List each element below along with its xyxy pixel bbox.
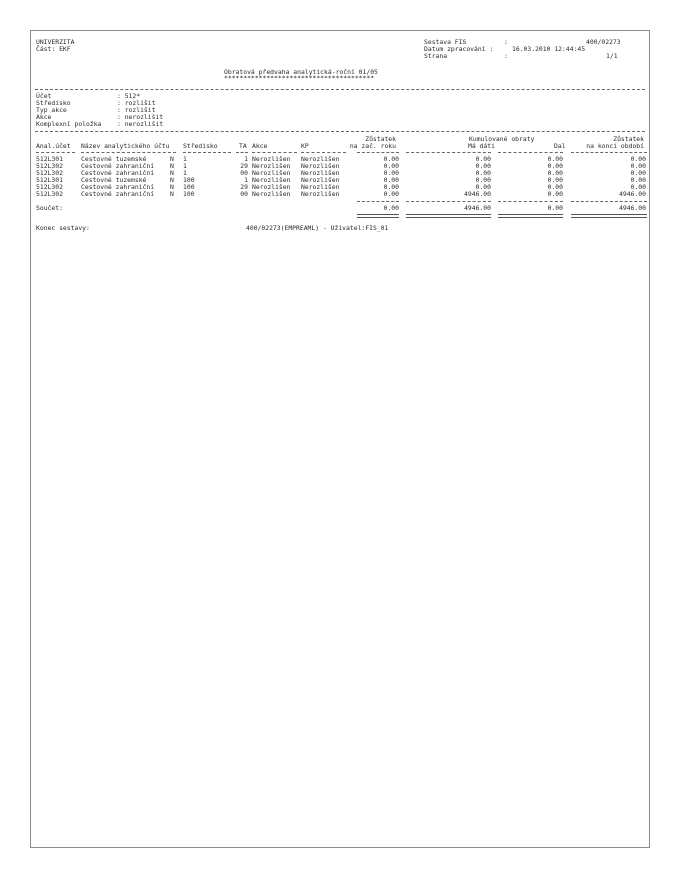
cell-account: 512L302	[36, 169, 63, 177]
cell-debit: 0.00	[475, 155, 491, 163]
organization-part: Část: EKF	[36, 45, 71, 53]
col-closing-balance-bottom: na konci období	[586, 142, 644, 150]
filter-value-account: : 512*	[117, 92, 141, 100]
report-title-underline: ***************************************	[224, 74, 375, 82]
divider-top	[35, 89, 645, 90]
divider-filters	[35, 131, 645, 132]
cell-ta: 29	[240, 183, 248, 191]
cell-closing: 0.00	[630, 162, 646, 170]
cell-kp: Nerozlišen	[301, 162, 340, 170]
page-number-label: Strana	[424, 52, 448, 60]
total-underline-credit	[498, 214, 563, 218]
page-number-sep: :	[504, 52, 508, 60]
cell-credit: 0.00	[547, 190, 563, 198]
filter-label-account: Účet	[36, 92, 52, 100]
cell-debit: 0.00	[475, 176, 491, 184]
cell-action: Nerozlišen	[252, 176, 291, 184]
total-credit: 0.00	[547, 204, 563, 212]
total-closing: 4946.00	[619, 204, 646, 212]
cell-closing: 0.00	[630, 169, 646, 177]
cell-mark: N	[170, 183, 174, 191]
col-action: Akce	[252, 142, 268, 150]
cell-kp: Nerozlišen	[301, 155, 340, 163]
dash-opening	[357, 152, 399, 153]
cell-closing: 0.00	[630, 183, 646, 191]
filter-value-complex-item: : nerozlišit	[117, 120, 164, 128]
sum-dash-opening	[357, 201, 399, 202]
end-of-report-label: Konec sestavy:	[36, 224, 90, 232]
cell-ta: 1	[244, 155, 248, 163]
filter-label-center: Středisko	[36, 99, 71, 107]
sum-dash-closing	[571, 201, 647, 202]
dash-closing	[571, 152, 647, 153]
cell-debit: 0.00	[475, 162, 491, 170]
cell-center: 100	[183, 190, 195, 198]
cell-action: Nerozlišen	[252, 183, 291, 191]
cell-name: Cestovné tuzemské	[81, 155, 147, 163]
cell-opening: 0.00	[383, 155, 399, 163]
total-debit: 4946.00	[464, 204, 491, 212]
cell-kp: Nerozlišen	[301, 183, 340, 191]
cell-debit: 4946.00	[464, 190, 491, 198]
report-id-label: Sestava FIS	[424, 38, 467, 46]
cell-opening: 0.00	[383, 183, 399, 191]
cell-debit: 0.00	[475, 169, 491, 177]
total-opening: 0.00	[383, 204, 399, 212]
sum-dash-credit	[498, 201, 563, 202]
processing-date-label: Datum zpracování :	[424, 45, 494, 53]
cell-closing: 0.00	[630, 176, 646, 184]
col-center: Středisko	[183, 142, 218, 150]
cell-closing: 0.00	[630, 155, 646, 163]
dash-debit	[406, 152, 491, 153]
cell-kp: Nerozlišen	[301, 176, 340, 184]
sum-dash-debit	[406, 201, 491, 202]
end-of-report-info: 400/02273(EMPREAML) - Uživatel:FIS_01	[246, 224, 389, 232]
col-ta: TA	[239, 142, 247, 150]
cell-account: 512L301	[36, 176, 63, 184]
organization-name: UNIVERZITA	[36, 38, 75, 46]
report-title: Obratová předvaha analytická-roční 01/05	[224, 68, 378, 76]
cell-mark: N	[170, 162, 174, 170]
cell-credit: 0.00	[547, 176, 563, 184]
cell-account: 512L302	[36, 190, 63, 198]
filter-value-action: : nerozlišit	[117, 113, 164, 121]
cell-credit: 0.00	[547, 162, 563, 170]
cell-account: 512L301	[36, 155, 63, 163]
cell-opening: 0.00	[383, 190, 399, 198]
col-account: Anal.účet	[36, 142, 71, 150]
col-opening-balance-bottom: na zač. roku	[349, 142, 396, 150]
cell-ta: 1	[244, 176, 248, 184]
cell-account: 512L302	[36, 183, 63, 191]
cell-center: 1	[183, 169, 187, 177]
report-id-sep: :	[504, 38, 508, 46]
cell-credit: 0.00	[547, 169, 563, 177]
page-number-value: 1/1	[606, 52, 618, 60]
report-page	[30, 30, 650, 848]
dash-action	[252, 152, 297, 153]
cell-ta: 00	[240, 169, 248, 177]
dash-credit	[498, 152, 563, 153]
filter-label-complex-item: Komplexní položka	[36, 120, 102, 128]
cell-action: Nerozlišen	[252, 155, 291, 163]
cell-mark: N	[170, 190, 174, 198]
total-underline-closing	[571, 214, 647, 218]
cell-name: Cestovné zahraniční	[81, 169, 155, 177]
cell-opening: 0.00	[383, 176, 399, 184]
cell-debit: 0.00	[475, 183, 491, 191]
total-underline-debit	[406, 214, 491, 218]
dash-center	[183, 152, 231, 153]
cell-ta: 00	[240, 190, 248, 198]
cell-center: 1	[183, 155, 187, 163]
total-label: Součet:	[36, 204, 63, 212]
dash-ta	[236, 152, 248, 153]
cell-kp: Nerozlišen	[301, 190, 340, 198]
col-credit: Dal	[554, 142, 566, 150]
total-row	[35, 205, 647, 212]
cell-kp: Nerozlišen	[301, 169, 340, 177]
filter-label-action-type: Typ akce	[36, 106, 67, 114]
cell-name: Cestovné zahraniční	[81, 162, 155, 170]
col-cumulative-top: Kumulované obraty	[469, 135, 535, 143]
cell-name: Cestovné tuzemské	[81, 176, 147, 184]
filter-label-action: Akce	[36, 113, 52, 121]
cell-credit: 0.00	[547, 155, 563, 163]
col-kp: KP	[301, 142, 309, 150]
filter-value-action-type: : rozlišit	[117, 106, 156, 114]
dash-name	[81, 152, 176, 153]
cell-opening: 0.00	[383, 169, 399, 177]
cell-name: Cestovné zahraniční	[81, 183, 155, 191]
cell-account: 512L302	[36, 162, 63, 170]
dash-account	[36, 152, 75, 153]
cell-action: Nerozlišen	[252, 190, 291, 198]
cell-center: 1	[183, 162, 187, 170]
cell-closing: 4946.00	[619, 190, 646, 198]
report-id-value: 400/02273	[586, 38, 621, 46]
cell-mark: N	[170, 169, 174, 177]
col-opening-balance-top: Zůstatek	[365, 135, 396, 143]
cell-action: Nerozlišen	[252, 162, 291, 170]
cell-action: Nerozlišen	[252, 169, 291, 177]
filter-value-center: : rozlišit	[117, 99, 156, 107]
cell-name: Cestovné zahraniční	[81, 190, 155, 198]
cell-mark: N	[170, 155, 174, 163]
table-row	[35, 191, 647, 198]
processing-date-value: 16.03.2010 12:44:45	[512, 45, 586, 53]
total-underline-opening	[357, 214, 399, 218]
col-debit: Má dáti	[468, 142, 495, 150]
dash-kp	[301, 152, 346, 153]
cell-opening: 0.00	[383, 162, 399, 170]
cell-mark: N	[170, 176, 174, 184]
col-name: Název analytického účtu	[81, 142, 170, 150]
col-closing-balance-top: Zůstatek	[613, 135, 644, 143]
cell-credit: 0.00	[547, 183, 563, 191]
cell-center: 100	[183, 183, 195, 191]
cell-ta: 29	[240, 162, 248, 170]
cell-center: 100	[183, 176, 195, 184]
